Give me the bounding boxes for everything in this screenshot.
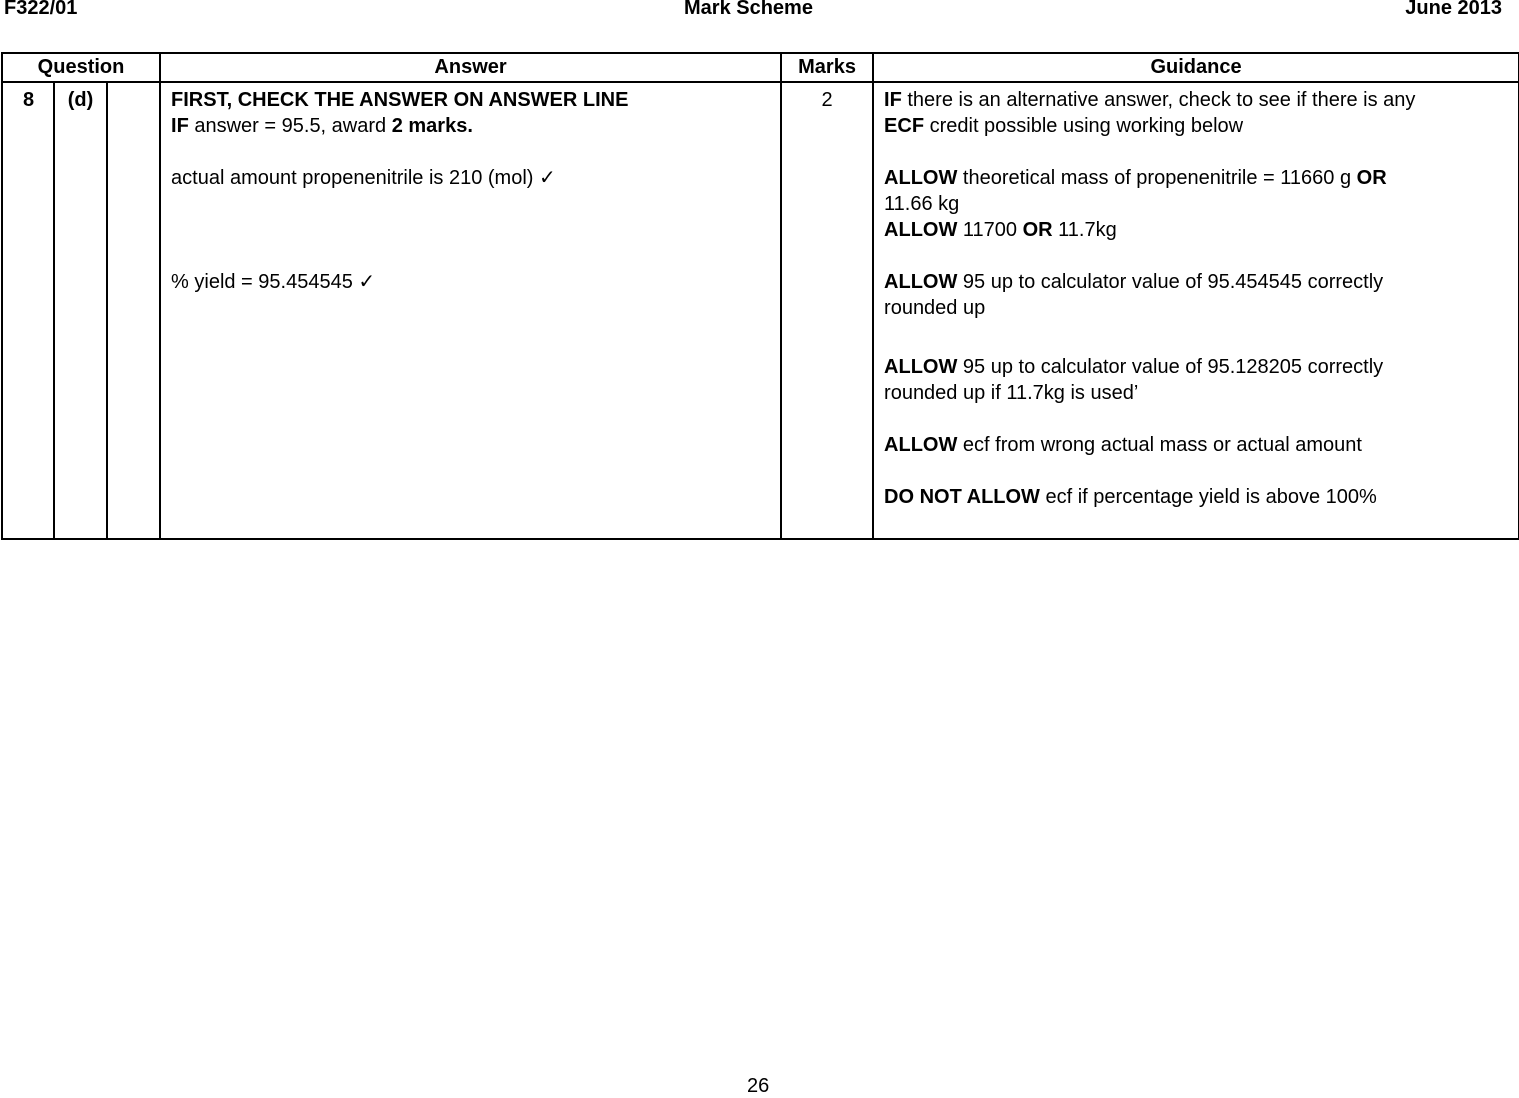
guidance-line-11: DO NOT ALLOW ecf if percentage yield is above 100% [884, 486, 1377, 508]
question-subpart [107, 82, 160, 539]
page-number: 26 [747, 1075, 770, 1097]
marks-value: 2 [781, 82, 873, 539]
answer-line-yield: % yield = 95.454545 ✓ [171, 271, 376, 293]
guidance-line-6: ALLOW 95 up to calculator value of 95.454545 correctly [884, 271, 1384, 293]
answer-line-1: FIRST, CHECK THE ANSWER ON ANSWER LINE [171, 89, 629, 111]
column-header-question: Question [2, 53, 160, 82]
guidance-line-8: ALLOW 95 up to calculator value of 95.128205 correctly [884, 356, 1384, 378]
guidance-line-7: rounded up [884, 297, 986, 319]
column-header-guidance: Guidance [873, 53, 1519, 82]
document-title: Mark Scheme [684, 0, 813, 19]
answer-line-amount: actual amount propenenitrile is 210 (mol) ✓ [171, 167, 556, 189]
guidance-line-2: ECF credit possible using working below [884, 115, 1244, 137]
column-header-answer: Answer [160, 53, 781, 82]
column-header-marks: Marks [781, 53, 873, 82]
answer-line-2: IF answer = 95.5, award 2 marks. [171, 115, 473, 137]
document-code: F322/01 [4, 0, 78, 19]
guidance-line-5: ALLOW 11700 OR 11.7kg [884, 219, 1117, 241]
guidance-line-9: rounded up if 11.7kg is used’ [884, 382, 1139, 404]
table-row [2, 82, 1519, 539]
mark-scheme-table [1, 52, 1519, 540]
answer-cell [160, 82, 781, 539]
guidance-cell [873, 82, 1519, 539]
guidance-line-4: 11.66 kg [884, 193, 960, 215]
guidance-line-1: IF there is an alternative answer, check to see if there is any [884, 89, 1416, 111]
question-part: (d) [54, 82, 107, 539]
guidance-line-10: ALLOW ecf from wrong actual mass or actual amount [884, 434, 1362, 456]
document-date: June 2013 [1405, 0, 1502, 19]
question-number: 8 [2, 82, 54, 539]
table-header-row [2, 53, 1519, 82]
guidance-line-3: ALLOW theoretical mass of propenenitrile = 11660 g OR [884, 167, 1387, 189]
